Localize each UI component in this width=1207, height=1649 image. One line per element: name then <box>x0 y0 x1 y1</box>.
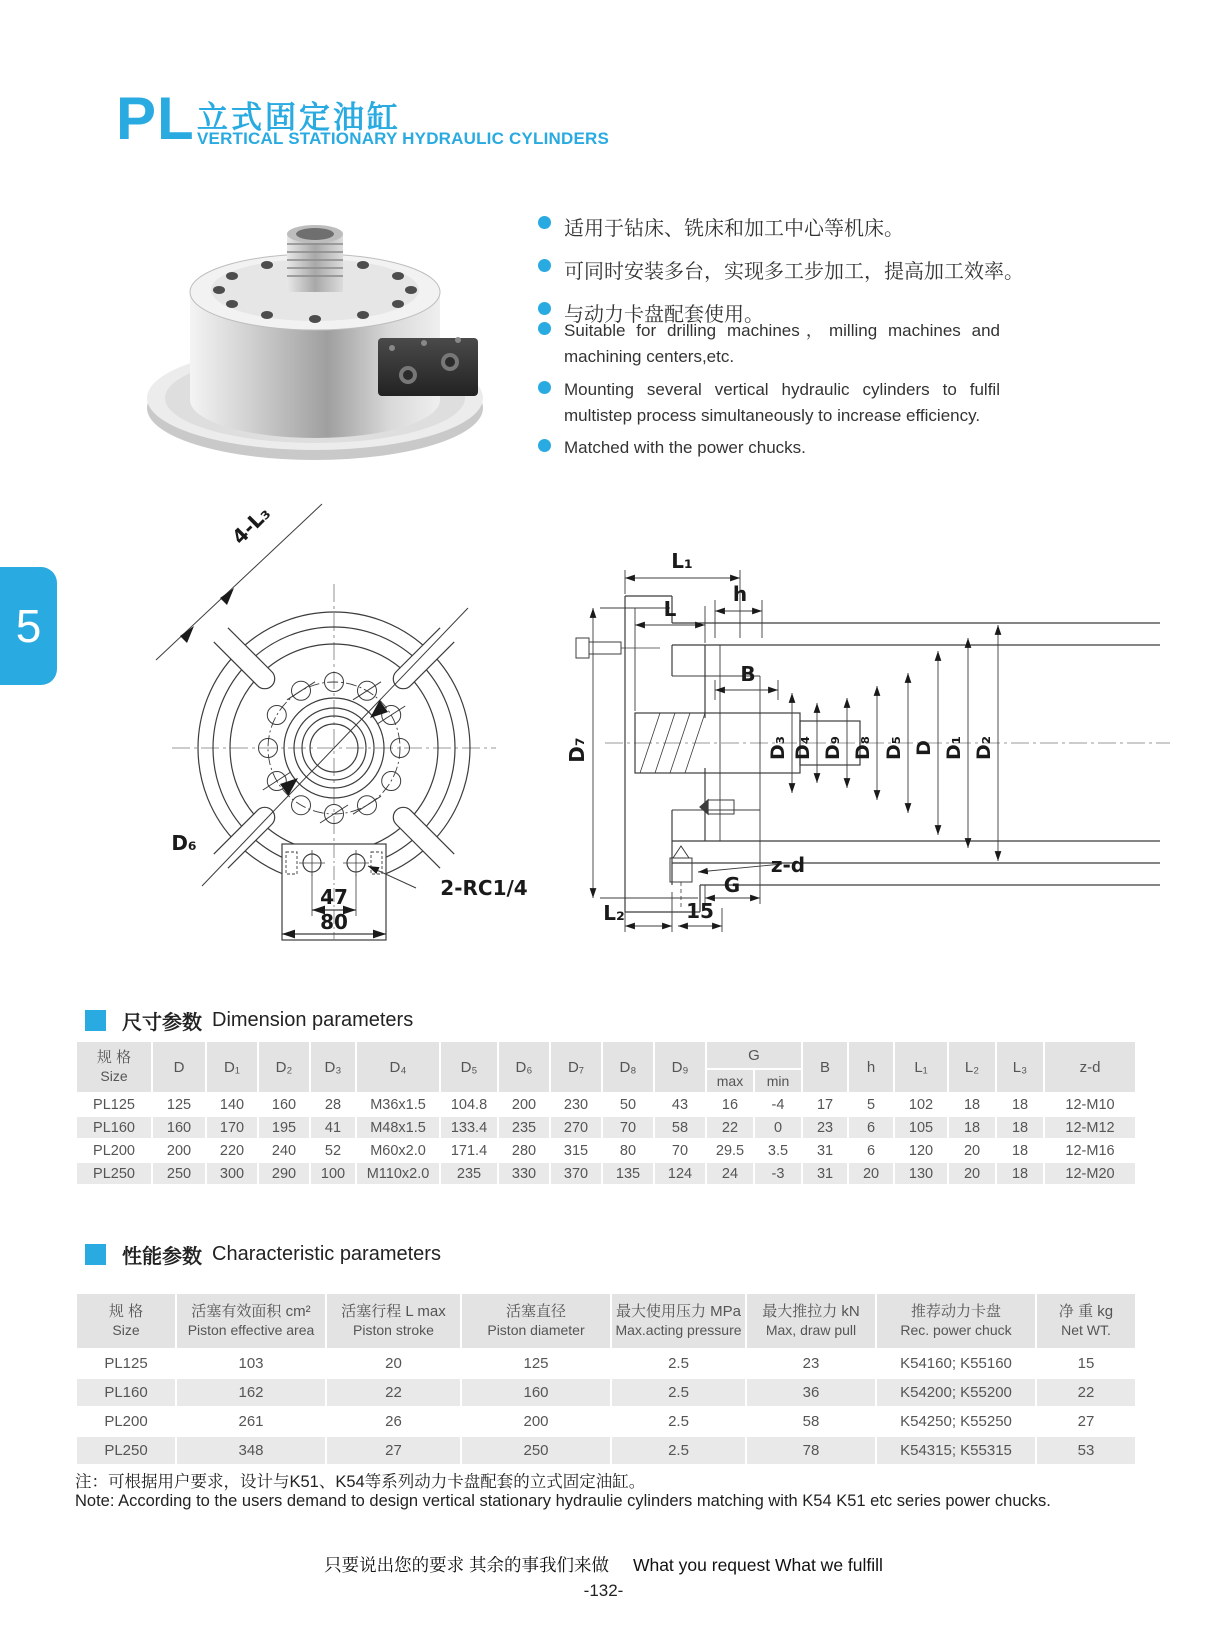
dim-label-47: 47 <box>320 885 348 909</box>
dim-label-port: 2-RC1/4 <box>440 876 528 900</box>
cell: PL250 <box>76 1162 152 1185</box>
dim-label-D2: D₂ <box>973 735 995 761</box>
characteristic-table-head <box>76 1293 1136 1349</box>
table-row <box>76 1407 1136 1436</box>
cell: K54315; K55315 <box>876 1436 1036 1465</box>
dim-label-4L3: 4-L₃ <box>227 501 275 549</box>
dim-label-D7: D₇ <box>565 737 589 763</box>
col-header: D₈ <box>602 1041 654 1093</box>
dim-label-D: D <box>913 740 935 756</box>
dim-label-L2: L₂ <box>603 901 625 925</box>
col-header: 活塞行程 L max Piston stroke <box>326 1293 461 1349</box>
cell: 2.5 <box>611 1378 746 1407</box>
cell: 330 <box>498 1162 550 1185</box>
feature-item: Mounting several vertical hydraulic cylinders to fulfil multistep process simultaneously to increase efficiency. <box>538 377 1000 430</box>
cell: 80 <box>602 1139 654 1162</box>
cell: 170 <box>206 1116 258 1139</box>
col-header: D₄ <box>356 1041 440 1093</box>
table-row <box>76 1436 1136 1465</box>
cell: 300 <box>206 1162 258 1185</box>
cell: 78 <box>746 1436 876 1465</box>
page-number: -132- <box>583 1581 624 1600</box>
cell: 18 <box>996 1162 1044 1185</box>
front-view-drawing <box>156 504 496 940</box>
table-row <box>76 1162 1136 1185</box>
cell: 125 <box>461 1349 611 1378</box>
cell: 18 <box>996 1116 1044 1139</box>
dim-label-D1: D₁ <box>943 735 965 761</box>
cell: 17 <box>802 1093 848 1116</box>
dim-label-D3: D₃ <box>767 735 789 761</box>
dimension-section-title: 尺寸参数 Dimension parameters <box>85 1006 413 1035</box>
feature-list-en <box>538 318 1000 468</box>
cell: 12-M20 <box>1044 1162 1136 1185</box>
cell: 160 <box>461 1378 611 1407</box>
feature-item: Matched with the power chucks. <box>538 435 1000 461</box>
cell: 31 <box>802 1162 848 1185</box>
bullet-icon <box>538 259 551 272</box>
dim-label-h: h <box>732 582 748 606</box>
col-header: z-d <box>1044 1041 1136 1093</box>
cell: PL200 <box>76 1407 176 1436</box>
section-square-icon <box>85 1010 106 1031</box>
section-square-icon <box>85 1244 106 1265</box>
cell: 43 <box>654 1093 706 1116</box>
cell: 27 <box>1036 1407 1136 1436</box>
cell: 58 <box>746 1407 876 1436</box>
cell: 220 <box>206 1139 258 1162</box>
table-row <box>76 1378 1136 1407</box>
feature-item: 与动力卡盘配套使用。 <box>538 298 1178 327</box>
cell: M48x1.5 <box>356 1116 440 1139</box>
cell: 70 <box>654 1139 706 1162</box>
dim-label-L1: L₁ <box>671 549 693 573</box>
cell: PL200 <box>76 1139 152 1162</box>
cell: 0 <box>754 1116 802 1139</box>
table-row <box>76 1093 1136 1116</box>
col-header: D₉ <box>654 1041 706 1093</box>
cell: 2.5 <box>611 1349 746 1378</box>
cell: 70 <box>602 1116 654 1139</box>
cell: 20 <box>326 1349 461 1378</box>
col-header-size: 规 格 Size <box>76 1041 152 1093</box>
cell: 2.5 <box>611 1436 746 1465</box>
bullet-icon <box>538 302 551 315</box>
cell: -3 <box>754 1162 802 1185</box>
col-header: 最大使用压力 MPa Max.acting pressure <box>611 1293 746 1349</box>
product-photo <box>120 190 510 475</box>
cell: 50 <box>602 1093 654 1116</box>
cell: 23 <box>746 1349 876 1378</box>
col-header: B <box>802 1041 848 1093</box>
cell: 102 <box>894 1093 948 1116</box>
cell: 250 <box>152 1162 206 1185</box>
cell: 22 <box>706 1116 754 1139</box>
col-subheader: min <box>754 1069 802 1093</box>
cell: 230 <box>550 1093 602 1116</box>
col-header: 活塞直径 Piston diameter <box>461 1293 611 1349</box>
dim-label-D5: D₅ <box>883 735 905 761</box>
table-row <box>76 1116 1136 1139</box>
feature-item: 适用于钻床、铣床和加工中心等机床。 <box>538 212 1178 241</box>
cell: 23 <box>802 1116 848 1139</box>
cell: 2.5 <box>611 1407 746 1436</box>
cell: 18 <box>948 1116 996 1139</box>
cell: 100 <box>310 1162 356 1185</box>
cell: 58 <box>654 1116 706 1139</box>
dim-label-80: 80 <box>320 910 348 934</box>
cell: 36 <box>746 1378 876 1407</box>
footer-tagline: 只要说出您的要求 其余的事我们来做 What you request What we fulfill <box>324 1555 883 1575</box>
cell: 31 <box>802 1139 848 1162</box>
note-en: Note: According to the users demand to design vertical stationary hydraulie cylinders matching with K54 K51 etc series power chucks. <box>75 1492 1051 1510</box>
series-code: PL <box>116 85 195 152</box>
cell: M110x2.0 <box>356 1162 440 1185</box>
cell: 200 <box>498 1093 550 1116</box>
bullet-icon <box>538 216 551 229</box>
cell: 6 <box>848 1139 894 1162</box>
page-title-cn: 立式固定油缸 <box>197 100 401 135</box>
technical-drawings <box>60 488 1180 960</box>
cell: -4 <box>754 1093 802 1116</box>
cell: 160 <box>258 1093 310 1116</box>
cell: 140 <box>206 1093 258 1116</box>
cell: 348 <box>176 1436 326 1465</box>
cell: 20 <box>848 1162 894 1185</box>
cell: PL125 <box>76 1093 152 1116</box>
bullet-icon <box>538 381 551 394</box>
cell: 20 <box>948 1139 996 1162</box>
dim-label-zd: z-d <box>770 853 806 877</box>
dim-label-D9: D₉ <box>822 735 844 761</box>
col-header: 规 格 Size <box>76 1293 176 1349</box>
cell: 195 <box>258 1116 310 1139</box>
cell: 200 <box>461 1407 611 1436</box>
cell: 124 <box>654 1162 706 1185</box>
cell: 160 <box>152 1116 206 1139</box>
cell: 26 <box>326 1407 461 1436</box>
cell: 24 <box>706 1162 754 1185</box>
cell: 120 <box>894 1139 948 1162</box>
cell: 125 <box>152 1093 206 1116</box>
col-header: D₅ <box>440 1041 498 1093</box>
characteristic-table-body <box>76 1349 1136 1465</box>
cell: 52 <box>310 1139 356 1162</box>
cell: K54200; K55200 <box>876 1378 1036 1407</box>
cell: M60x2.0 <box>356 1139 440 1162</box>
cell: 18 <box>996 1093 1044 1116</box>
cell: 280 <box>498 1139 550 1162</box>
dim-label-D6: D₆ <box>171 831 197 855</box>
cell: 250 <box>461 1436 611 1465</box>
feature-item: 可同时安装多台，实现多工步加工，提高加工效率。 <box>538 255 1178 284</box>
cell: 16 <box>706 1093 754 1116</box>
cell: 20 <box>948 1162 996 1185</box>
characteristic-table <box>75 1292 1137 1466</box>
col-header: h <box>848 1041 894 1093</box>
col-header: D <box>152 1041 206 1093</box>
dim-label-D4: D₄ <box>792 735 814 761</box>
dim-label-B: B <box>740 662 756 686</box>
cell: 370 <box>550 1162 602 1185</box>
cell: 15 <box>1036 1349 1136 1378</box>
cell: 27 <box>326 1436 461 1465</box>
cell: 130 <box>894 1162 948 1185</box>
cell: K54250; K55250 <box>876 1407 1036 1436</box>
col-header: L₂ <box>948 1041 996 1093</box>
cell: 12-M12 <box>1044 1116 1136 1139</box>
cell: 41 <box>310 1116 356 1139</box>
cell: 18 <box>996 1139 1044 1162</box>
col-header: 净 重 kg Net WT. <box>1036 1293 1136 1349</box>
cell: 162 <box>176 1378 326 1407</box>
col-header: L₃ <box>996 1041 1044 1093</box>
dim-label-D8: D₈ <box>852 735 874 761</box>
cell: 6 <box>848 1116 894 1139</box>
cell: 18 <box>948 1093 996 1116</box>
cell: 3.5 <box>754 1139 802 1162</box>
cell: 135 <box>602 1162 654 1185</box>
note-cn: 注：可根据用户要求，设计与K51、K54等系列动力卡盘配套的立式固定油缸。 <box>75 1473 646 1491</box>
cell: 290 <box>258 1162 310 1185</box>
cell: PL160 <box>76 1378 176 1407</box>
col-header: D₆ <box>498 1041 550 1093</box>
cell: 22 <box>326 1378 461 1407</box>
cell: 270 <box>550 1116 602 1139</box>
chapter-tab: 5 <box>0 567 57 685</box>
cell: 171.4 <box>440 1139 498 1162</box>
cell: 261 <box>176 1407 326 1436</box>
dimension-table <box>75 1040 1137 1186</box>
characteristic-section-title: 性能参数 Characteristic parameters <box>85 1240 441 1269</box>
col-header: L₁ <box>894 1041 948 1093</box>
bullet-icon <box>538 322 551 335</box>
col-header: 活塞有效面积 cm² Piston effective area <box>176 1293 326 1349</box>
cell: 28 <box>310 1093 356 1116</box>
dimension-table-body <box>76 1093 1136 1185</box>
feature-item: Suitable for drilling machines，milling machines and machining centers,etc. <box>538 318 1000 371</box>
cell: 5 <box>848 1093 894 1116</box>
col-header: D₁ <box>206 1041 258 1093</box>
cell: PL160 <box>76 1116 152 1139</box>
cell: 235 <box>498 1116 550 1139</box>
col-header-g: G <box>706 1041 802 1069</box>
col-header: D₂ <box>258 1041 310 1093</box>
cell: 12-M16 <box>1044 1139 1136 1162</box>
table-row <box>76 1139 1136 1162</box>
cell: 235 <box>440 1162 498 1185</box>
cell: 103 <box>176 1349 326 1378</box>
cell: PL125 <box>76 1349 176 1378</box>
cell: 12-M10 <box>1044 1093 1136 1116</box>
dim-label-G: G <box>723 873 741 897</box>
col-header: D₇ <box>550 1041 602 1093</box>
col-header: 最大推拉力 kN Max, draw pull <box>746 1293 876 1349</box>
page-title-en: VERTICAL STATIONARY HYDRAULIC CYLINDERS <box>197 129 610 148</box>
dim-label-L: L <box>663 597 677 621</box>
col-header: D₃ <box>310 1041 356 1093</box>
cell: M36x1.5 <box>356 1093 440 1116</box>
cell: 315 <box>550 1139 602 1162</box>
table-row <box>76 1349 1136 1378</box>
dim-label-15: 15 <box>686 899 714 923</box>
col-header: 推荐动力卡盘 Rec. power chuck <box>876 1293 1036 1349</box>
col-subheader: max <box>706 1069 754 1093</box>
cell: 133.4 <box>440 1116 498 1139</box>
bullet-icon <box>538 439 551 452</box>
cell: 104.8 <box>440 1093 498 1116</box>
cell: 53 <box>1036 1436 1136 1465</box>
cell: PL250 <box>76 1436 176 1465</box>
cell: 29.5 <box>706 1139 754 1162</box>
cell: 200 <box>152 1139 206 1162</box>
cell: 240 <box>258 1139 310 1162</box>
cell: 105 <box>894 1116 948 1139</box>
cell: K54160; K55160 <box>876 1349 1036 1378</box>
dimension-table-head <box>76 1041 1136 1093</box>
cell: 22 <box>1036 1378 1136 1407</box>
